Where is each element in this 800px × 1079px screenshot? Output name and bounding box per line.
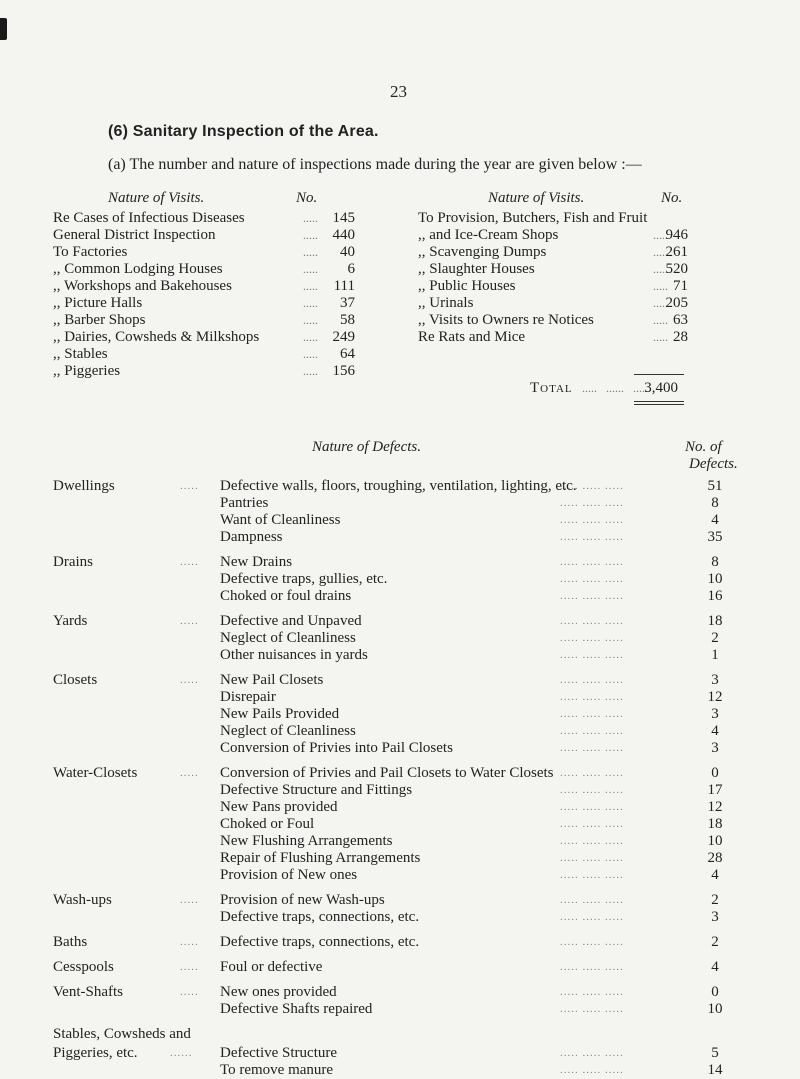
defect-description: Disrepair: [220, 689, 276, 705]
defect-row: [0, 587, 800, 605]
defect-count: 35: [707, 529, 723, 545]
leader-dots: ..... ..... .....: [560, 674, 624, 686]
leader-dots: ..... ..... .....: [560, 691, 624, 703]
defect-row: [0, 739, 800, 757]
leader-dots: ..... ..... .....: [560, 801, 624, 813]
defect-count: 8: [711, 495, 719, 511]
leader-dots: .....: [303, 245, 318, 259]
defect-count: 5: [711, 1045, 719, 1061]
leader-dots: ..... ..... .....: [560, 1064, 624, 1076]
defect-row: [0, 553, 800, 571]
defect-description: Conversion of Privies into Pail Closets: [220, 740, 453, 756]
visits-right-header-no: No.: [661, 190, 683, 206]
defect-count: 0: [711, 765, 719, 781]
visits-left-row: [53, 226, 353, 244]
visit-label: ,, Urinals: [418, 295, 474, 311]
visit-label: Re Cases of Infectious Diseases: [53, 210, 245, 226]
visit-label: To Provision, Butchers, Fish and Fruit: [418, 210, 648, 226]
defect-description: Conversion of Privies and Pail Closets to Water Closets: [220, 765, 554, 781]
defect-row: [0, 781, 800, 799]
visit-label: General District Inspection: [53, 227, 216, 243]
visits-left-row: [53, 328, 353, 346]
defect-row: [0, 798, 800, 816]
visit-count: 6: [347, 261, 355, 277]
defect-category: Wash-ups: [53, 892, 112, 908]
defect-row: [0, 908, 800, 926]
visits-right-row: [418, 294, 698, 312]
defect-count: 10: [707, 833, 723, 849]
defect-count: 51: [707, 478, 723, 494]
defect-count: 2: [711, 630, 719, 646]
defect-category: Yards: [53, 613, 88, 629]
leader-dots: ..... ..... .....: [560, 869, 624, 881]
leader-dots: .....: [180, 936, 199, 948]
defect-count: 2: [711, 892, 719, 908]
defect-count: 3: [711, 909, 719, 925]
visit-count: 205: [665, 295, 688, 311]
visits-left-row: [53, 294, 353, 312]
leader-dots: .....: [180, 556, 199, 568]
visits-left-row: [53, 362, 353, 380]
visit-count: 946: [665, 227, 688, 243]
defect-description: Defective Shafts repaired: [220, 1001, 373, 1017]
defect-count: 12: [707, 799, 723, 815]
defect-count: 12: [707, 689, 723, 705]
leader-dots: .....: [653, 279, 668, 293]
defect-row: [0, 477, 800, 495]
defect-count: 18: [707, 613, 723, 629]
total-rule-top: [634, 374, 684, 375]
defect-category: Dwellings: [53, 478, 115, 494]
visits-left-header-no: No.: [296, 190, 318, 206]
intro-paragraph: (a) The number and nature of inspections made during the year are given below :—: [108, 156, 642, 173]
visit-count: 249: [332, 329, 355, 345]
leader-dots: ..... ..... .....: [560, 556, 624, 568]
defect-count: 3: [711, 706, 719, 722]
defects-header-no-line1: No. of: [685, 439, 722, 455]
defect-count: 18: [707, 816, 723, 832]
leader-dots: ..... ..... .....: [560, 615, 624, 627]
defect-description: New Pans provided: [220, 799, 338, 815]
leader-dots: ..... ..... .....: [560, 1003, 624, 1015]
visits-left-row: [53, 209, 353, 227]
leader-dots: .....: [653, 245, 668, 259]
defect-row: [0, 528, 800, 546]
defect-row: [0, 1000, 800, 1018]
visit-label: ,, Dairies, Cowsheds & Milkshops: [53, 329, 260, 345]
leader-dots: ..... ..... .....: [560, 961, 624, 973]
visits-total-row: Total ..... ...... ...... 3,400: [530, 380, 678, 396]
page-number: 23: [390, 82, 407, 101]
defect-count: 4: [711, 512, 719, 528]
leader-dots: ..... ..... .....: [560, 852, 624, 864]
defects-header-nature: Nature of Defects.: [312, 439, 422, 455]
defect-description: New Pails Provided: [220, 706, 340, 722]
defect-count: 10: [707, 571, 723, 587]
visit-count: 64: [340, 346, 355, 362]
leader-dots: .....: [303, 211, 318, 225]
defect-description: New ones provided: [220, 984, 337, 1000]
defect-category: Cesspools: [53, 959, 114, 975]
leader-dots: ..... ..... .....: [560, 514, 624, 526]
defect-description: Neglect of Cleanliness: [220, 723, 356, 739]
leader-dots: .....: [303, 296, 318, 310]
visits-total-label: Total: [530, 380, 573, 396]
visits-right-row: [418, 277, 698, 295]
visit-label: Re Rats and Mice: [418, 329, 526, 345]
defect-description: Foul or defective: [220, 959, 323, 975]
leader-dots: ..... ..... .....: [560, 767, 624, 779]
leader-dots: .....: [303, 228, 318, 242]
leader-dots: ..... ..... .....: [560, 894, 624, 906]
visit-label: ,, Picture Halls: [53, 295, 143, 311]
visit-count: 40: [340, 244, 355, 260]
defect-row: [0, 958, 800, 976]
defect-count: 10: [707, 1001, 723, 1017]
defect-row: [0, 891, 800, 909]
defect-count: 4: [711, 959, 719, 975]
leader-dots: ..... ..... .....: [560, 936, 624, 948]
defect-row: [0, 849, 800, 867]
defect-count: 28: [707, 850, 723, 866]
leader-dots: .....: [180, 767, 199, 779]
defect-row: [0, 933, 800, 951]
visit-count: 520: [665, 261, 688, 277]
defect-description: Defective Structure: [220, 1045, 338, 1061]
visits-right-header-nature: Nature of Visits.: [488, 190, 585, 206]
visit-count: 37: [340, 295, 355, 311]
visits-left-row: [53, 243, 353, 261]
leader-dots: .....: [180, 894, 199, 906]
visits-right-row: [418, 260, 698, 278]
visits-right-row: [418, 328, 698, 346]
leader-dots: ..... ..... .....: [560, 531, 624, 543]
visits-left-row: [53, 345, 353, 363]
defect-description: Repair of Flushing Arrangements: [220, 850, 421, 866]
leader-dots: .....: [303, 330, 318, 344]
visit-label: ,, Piggeries: [53, 363, 121, 379]
visit-count: 71: [673, 278, 688, 294]
section-heading: (6) Sanitary Inspection of the Area.: [108, 123, 379, 140]
leader-dots: ..... ..... .....: [560, 818, 624, 830]
total-rule-bottom-2: [634, 404, 684, 405]
leader-dots: ..... ..... .....: [560, 573, 624, 585]
leader-dots: ..... ..... .....: [560, 632, 624, 644]
leader-dots: ..... ..... .....: [560, 649, 624, 661]
leader-dots: .....: [303, 364, 318, 378]
defect-category: Drains: [53, 554, 93, 570]
defect-description: Defective traps, connections, etc.: [220, 934, 420, 950]
leader-dots: .....: [653, 313, 668, 327]
defect-count: 4: [711, 723, 719, 739]
defect-row: [0, 629, 800, 647]
visits-right-row: [418, 311, 698, 329]
defect-category: Water-Closets: [53, 765, 138, 781]
defect-row: [0, 1026, 800, 1062]
defect-description: Defective Structure and Fittings: [220, 782, 413, 798]
defect-description: Provision of New ones: [220, 867, 358, 883]
defect-row: [0, 866, 800, 884]
defect-count: 14: [707, 1062, 723, 1078]
defects-header-no-line2: Defects.: [689, 456, 738, 472]
defect-row: [0, 705, 800, 723]
leader-dots: .....: [653, 228, 668, 242]
defect-description: Neglect of Cleanliness: [220, 630, 356, 646]
leader-dots: .....: [653, 296, 668, 310]
defect-category: Vent-Shafts: [53, 984, 123, 1000]
defect-count: 16: [707, 588, 723, 604]
defect-description: Dampness: [220, 529, 283, 545]
leader-dots: .....: [653, 330, 668, 344]
defect-row: [0, 764, 800, 782]
visit-count: 58: [340, 312, 355, 328]
total-rule-bottom-1: [634, 401, 684, 402]
visits-right-row: [418, 209, 698, 227]
leader-dots: .....: [303, 262, 318, 276]
defect-row: [0, 494, 800, 512]
leader-dots: .....: [653, 262, 668, 276]
visits-total-value: 3,400: [644, 380, 678, 396]
visit-count: 156: [332, 363, 355, 379]
defect-row: [0, 983, 800, 1001]
visit-count: 440: [332, 227, 355, 243]
visits-right-row: [418, 226, 698, 244]
leader-dots: ..... ..... .....: [560, 835, 624, 847]
visit-label: To Factories: [53, 244, 128, 260]
leader-dots: .....: [180, 674, 199, 686]
defect-count: 4: [711, 867, 719, 883]
defect-row: [0, 570, 800, 588]
leader-dots: .....: [303, 279, 318, 293]
leader-dots: ..... ..... .....: [560, 497, 624, 509]
punch-hole-mark: [0, 18, 7, 40]
visits-left-row: [53, 311, 353, 329]
defect-count: 0: [711, 984, 719, 1000]
defect-category-line2: Piggeries, etc.: [53, 1045, 138, 1061]
defect-description: Want of Cleanliness: [220, 512, 341, 528]
defect-description: Pantries: [220, 495, 269, 511]
leader-dots: .....: [180, 480, 199, 492]
visit-label: ,, Slaughter Houses: [418, 261, 535, 277]
leader-dots: ..... ..... .....: [560, 480, 624, 492]
leader-dots: ..... ..... .....: [560, 725, 624, 737]
visit-count: 111: [333, 278, 355, 294]
defect-row: [0, 722, 800, 740]
visit-label: ,, Common Lodging Houses: [53, 261, 223, 277]
leader-dots: .....: [180, 961, 199, 973]
defect-count: 17: [707, 782, 723, 798]
leader-dots: ..... ..... .....: [560, 742, 624, 754]
visit-count: 145: [332, 210, 355, 226]
visit-label: ,, Public Houses: [418, 278, 516, 294]
defect-row: [0, 815, 800, 833]
leader-dots: .....: [180, 986, 199, 998]
defect-category: Baths: [53, 934, 88, 950]
defect-count: 2: [711, 934, 719, 950]
defect-description: Other nuisances in yards: [220, 647, 368, 663]
visit-label: ,, Scavenging Dumps: [418, 244, 547, 260]
defect-description: Defective traps, gullies, etc.: [220, 571, 388, 587]
visits-left-header-nature: Nature of Visits.: [108, 190, 205, 206]
defect-count: 8: [711, 554, 719, 570]
defect-category: Stables, Cowsheds and: [53, 1026, 191, 1042]
leader-dots: ..... ..... .....: [560, 784, 624, 796]
defect-description: Provision of new Wash-ups: [220, 892, 385, 908]
defect-description: Defective traps, connections, etc.: [220, 909, 420, 925]
defect-description: Choked or foul drains: [220, 588, 352, 604]
visits-left-row: [53, 277, 353, 295]
visit-label: ,, Barber Shops: [53, 312, 146, 328]
visit-count: 63: [673, 312, 688, 328]
visits-right-row: [418, 243, 698, 261]
defect-description: New Drains: [220, 554, 293, 570]
leader-dots: ..... ..... .....: [560, 986, 624, 998]
defect-row: [0, 832, 800, 850]
defect-category: Closets: [53, 672, 98, 688]
defect-count: 3: [711, 740, 719, 756]
leader-dots: ......: [170, 1047, 193, 1059]
defect-description: New Pail Closets: [220, 672, 324, 688]
defect-row: [0, 511, 800, 529]
leader-dots: ..... ..... .....: [560, 1047, 624, 1059]
defect-description: Choked or Foul: [220, 816, 315, 832]
defect-row: [0, 1061, 800, 1079]
defect-description: New Flushing Arrangements: [220, 833, 393, 849]
leader-dots: ..... ..... .....: [560, 911, 624, 923]
visits-left-row: [53, 260, 353, 278]
defect-count: 1: [711, 647, 719, 663]
visit-count: 261: [665, 244, 688, 260]
visit-label: ,, and Ice-Cream Shops: [418, 227, 559, 243]
defect-description: Defective and Unpaved: [220, 613, 362, 629]
defect-row: [0, 671, 800, 689]
defect-description: Defective walls, floors, troughing, ventilation, lighting, etc.: [220, 478, 577, 494]
leader-dots: .....: [303, 347, 318, 361]
leader-dots: .....: [180, 615, 199, 627]
defect-row: [0, 646, 800, 664]
leader-dots: ..... ..... .....: [560, 708, 624, 720]
visit-label: ,, Workshops and Bakehouses: [53, 278, 232, 294]
defect-description: To remove manure: [220, 1062, 334, 1078]
visit-label: ,, Visits to Owners re Notices: [418, 312, 594, 328]
defect-row: [0, 612, 800, 630]
defect-count: 3: [711, 672, 719, 688]
visit-count: 28: [673, 329, 688, 345]
leader-dots: .....: [303, 313, 318, 327]
leader-dots: ..... ..... .....: [560, 590, 624, 602]
defect-row: [0, 688, 800, 706]
visit-label: ,, Stables: [53, 346, 108, 362]
